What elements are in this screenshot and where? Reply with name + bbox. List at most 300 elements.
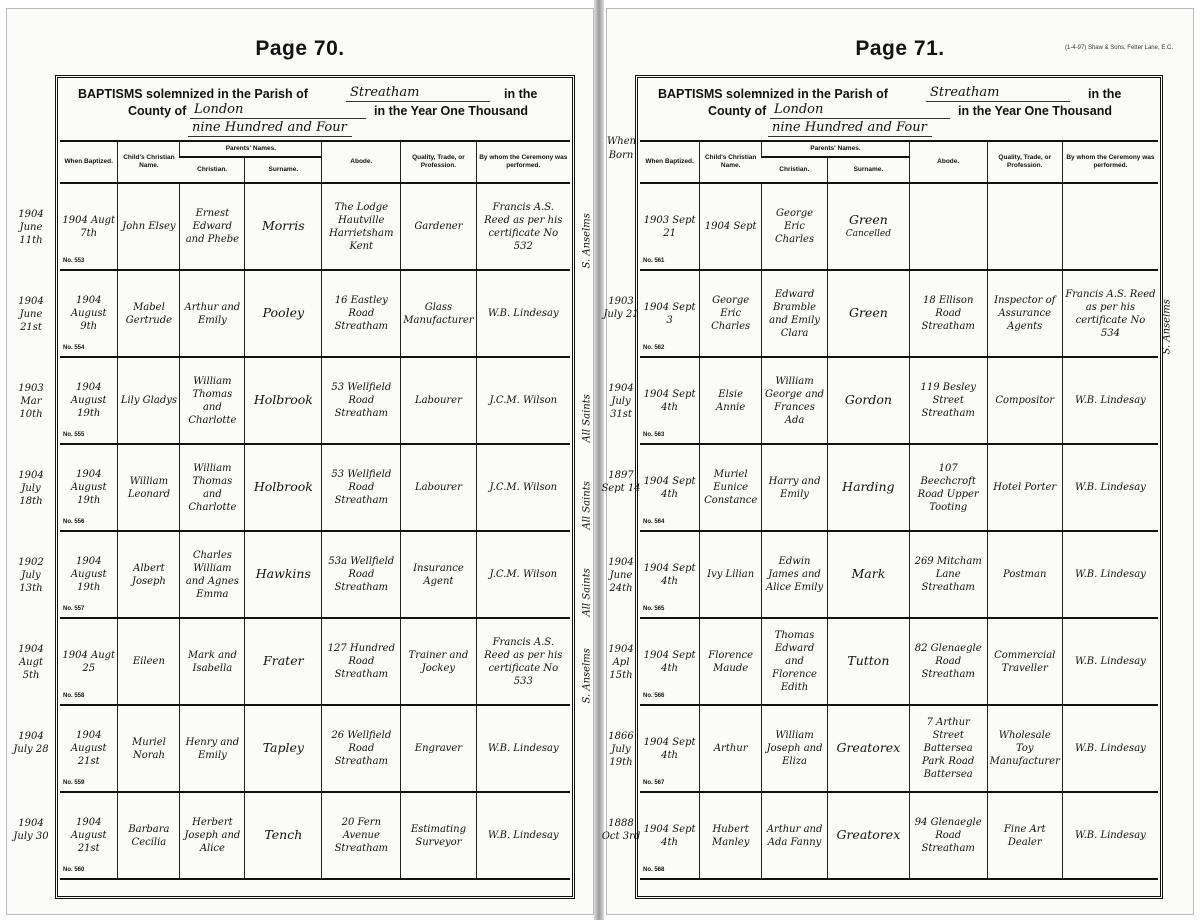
margin-heading-when-born: When Born	[607, 136, 637, 161]
cell-officiant	[476, 531, 570, 618]
cell-when-baptized-text: 1904 August 19th	[70, 382, 107, 419]
cell-surname	[245, 705, 322, 792]
cell-child-name-text: Florence Maude	[708, 649, 754, 674]
col-officiant: By whom the Ceremony was performed.	[1062, 141, 1158, 183]
cell-abode	[909, 270, 987, 357]
cell-child-name	[118, 792, 180, 879]
cell-parent-christian	[180, 444, 245, 531]
cell-when-baptized	[60, 531, 118, 618]
cell-abode	[909, 357, 987, 444]
heading-in-the: in the	[504, 87, 538, 101]
cell-when-baptized	[640, 270, 700, 357]
cell-quality-text: Labourer	[414, 482, 462, 493]
cell-child-name	[118, 357, 180, 444]
cell-officiant-text: W.B. Lindesay	[1075, 569, 1146, 580]
cell-child-name	[700, 531, 762, 618]
cell-child-name	[118, 618, 180, 705]
side-note: S. Anselms	[1161, 299, 1173, 355]
margin-birth-date: 1866 July 19th	[608, 731, 634, 768]
cell-quality-text: Engraver	[414, 743, 463, 754]
cell-parent-christian	[180, 792, 245, 879]
register-entry-row	[60, 183, 570, 270]
cell-parent-christian-text: Edward Bramble and Emily Clara	[769, 288, 820, 339]
cell-when-baptized-text: 1904 Sept 4th	[643, 388, 696, 413]
cell-abode-text: 18 Ellison Road Streatham	[921, 295, 975, 332]
register-entry-row	[640, 618, 1158, 705]
cell-quality-text: Inspector of Assurance Agents	[994, 295, 1056, 332]
cell-abode	[322, 357, 401, 444]
page-title: Page 71.	[855, 37, 945, 60]
cell-surname-text: Holbrook	[253, 392, 313, 407]
cell-officiant-text: W.B. Lindesay	[487, 308, 559, 319]
cell-quality-text: Estimating Surveyor	[410, 823, 466, 848]
cell-abode	[909, 444, 987, 531]
cell-surname-text: Pooley	[262, 305, 305, 320]
cell-officiant	[1062, 618, 1158, 705]
margin-birth-date: 1904 July 31st	[608, 383, 634, 420]
entry-number: No. 567	[643, 780, 665, 786]
col-christian: Christian.	[180, 157, 245, 183]
cell-abode	[322, 183, 401, 270]
margin-birth-date: 1897 Sept 14	[601, 470, 641, 494]
margin-birth-date: 1904 July 18th	[18, 470, 44, 507]
cell-officiant-text: Francis A.S. Reed as per his certificate No 533	[484, 636, 563, 687]
col-abode: Abode.	[322, 141, 401, 183]
cell-quality	[987, 531, 1062, 618]
cell-quality	[401, 705, 476, 792]
cell-officiant	[1062, 183, 1158, 270]
margin-birth-date: 1904 June 21st	[18, 296, 44, 333]
cell-abode-text: 53 Wellfield Road Streatham	[331, 382, 392, 419]
cell-when-baptized	[60, 183, 118, 270]
cell-child-name	[700, 444, 762, 531]
cell-officiant-text: W.B. Lindesay	[487, 743, 559, 754]
cell-surname	[245, 531, 322, 618]
col-christian: Christian.	[762, 157, 828, 183]
cell-parent-christian-text: Ernest Edward and Phebe	[185, 208, 240, 245]
cell-officiant	[1062, 444, 1158, 531]
cell-when-baptized	[60, 270, 118, 357]
cell-quality	[401, 444, 476, 531]
cell-abode-text: 127 Hundred Road Streatham	[327, 643, 395, 680]
cell-surname	[827, 618, 909, 705]
cell-quality-text: Gardener	[414, 221, 463, 232]
cell-when-baptized-text: 1904 August 19th	[70, 556, 107, 593]
cell-when-baptized	[640, 183, 700, 270]
cell-abode	[322, 270, 401, 357]
cell-when-baptized	[640, 618, 700, 705]
cell-officiant-text: Francis A.S. Reed as per his certificate No 532	[484, 201, 563, 252]
book-spine	[594, 0, 604, 920]
cell-surname-text: Mark	[851, 566, 886, 581]
cell-abode	[322, 792, 401, 879]
register-entry-row	[640, 183, 1158, 270]
heading-year-label: in the Year One Thousand	[374, 104, 528, 118]
cell-parent-christian-text: Henry and Emily	[185, 736, 240, 761]
cell-parent-christian	[180, 531, 245, 618]
register-entry-row	[640, 531, 1158, 618]
cell-surname-text: Tench	[264, 827, 303, 842]
register-page-71	[601, 8, 1194, 915]
cell-abode-text: 26 Wellfield Road Streatham	[331, 730, 392, 767]
cell-when-baptized	[640, 792, 700, 879]
cell-child-name-text: Ivy Lilian	[707, 569, 755, 580]
col-officiant: By whom the Ceremony was performed.	[476, 141, 570, 183]
col-surname: Surname.	[245, 157, 322, 183]
cell-child-name-text: Lily Gladys	[120, 395, 178, 406]
cell-abode-text: 107 Beechcroft Road Upper Tooting	[917, 462, 979, 513]
cell-parent-christian-text: Arthur and Ada Fanny	[766, 823, 823, 848]
cell-surname-text: Greatorex	[836, 827, 901, 842]
cell-child-name-text: Hubert Manley	[711, 823, 750, 848]
cell-quality-text: Glass Manufacturer	[403, 301, 474, 326]
cell-surname	[827, 270, 909, 357]
cell-surname-text: Green	[848, 211, 888, 227]
cell-quality-text: Labourer	[414, 395, 462, 406]
cell-parent-christian	[180, 357, 245, 444]
heading-in-the: in the	[1088, 87, 1122, 101]
cell-parent-christian-text: George Eric Charles	[775, 208, 815, 245]
cell-surname	[245, 444, 322, 531]
cell-abode-text: 7 Arthur Street Battersea Park Road Battersea	[922, 717, 975, 780]
entry-number: No. 560	[63, 867, 85, 873]
cell-abode	[909, 705, 987, 792]
cell-officiant-text: J.C.M. Wilson	[489, 395, 558, 406]
cell-abode	[909, 792, 987, 879]
heading-line-1: BAPTISMS solemnized in the Parish of	[78, 87, 308, 101]
cell-parent-christian-text: William Thomas and Charlotte	[188, 375, 237, 426]
cell-abode-text: 16 Eastley Road Streatham	[334, 295, 389, 332]
cell-quality	[987, 357, 1062, 444]
cell-officiant-text: Francis A.S. Reed as per his certificate No 534	[1065, 288, 1156, 339]
cell-quality-text: Postman	[1003, 569, 1047, 580]
entry-number: No. 568	[643, 867, 665, 873]
cell-when-baptized-text: 1904 Augt 7th	[62, 214, 116, 239]
cell-parent-christian	[762, 270, 828, 357]
cell-parent-christian	[762, 531, 828, 618]
cell-surname-text: Gordon	[844, 392, 892, 407]
cell-child-name	[700, 357, 762, 444]
baptism-register-table	[60, 140, 570, 880]
heading-county-label: County of	[128, 104, 187, 118]
cell-child-name	[700, 618, 762, 705]
col-quality: Quality, Trade, or Profession.	[401, 141, 476, 183]
cell-quality	[987, 705, 1062, 792]
cell-officiant	[476, 444, 570, 531]
register-entry-row	[60, 270, 570, 357]
entry-number: No. 558	[63, 693, 85, 699]
margin-birth-date: 1888 Oct 3rd	[601, 818, 641, 842]
margin-birth-date: 1903 Mar 10th	[18, 383, 44, 420]
cell-when-baptized-text: 1904 Sept 4th	[643, 649, 696, 674]
margin-birth-date: 1904 Augt 5th	[18, 644, 44, 681]
cell-parent-christian-text: Harry and Emily	[768, 475, 821, 500]
entry-number: No. 562	[643, 345, 665, 351]
cell-child-name	[118, 444, 180, 531]
col-surname: Surname.	[827, 157, 909, 183]
cell-parent-christian	[762, 618, 828, 705]
cell-child-name	[118, 183, 180, 270]
register-entry-row	[640, 357, 1158, 444]
cell-child-name	[700, 792, 762, 879]
cell-parent-christian	[762, 357, 828, 444]
cell-child-name	[118, 531, 180, 618]
cell-surname	[827, 705, 909, 792]
entry-number: No. 555	[63, 432, 85, 438]
cell-child-name	[700, 183, 762, 270]
parish-name: Streatham	[926, 84, 1070, 102]
cell-quality-text: Compositor	[995, 395, 1055, 406]
cell-quality-text: Hotel Porter	[993, 482, 1057, 493]
cell-abode	[322, 444, 401, 531]
cell-child-name-text: William Leonard	[127, 475, 170, 500]
cell-abode-text: 53a Wellfield Road Streatham	[328, 556, 395, 593]
cell-child-name-text: Arthur	[713, 743, 748, 754]
cell-child-name	[700, 270, 762, 357]
cell-abode-text: 20 Fern Avenue Streatham	[334, 817, 389, 854]
cell-quality	[401, 183, 476, 270]
cell-when-baptized	[60, 357, 118, 444]
cell-surname	[827, 531, 909, 618]
cell-when-baptized	[60, 618, 118, 705]
cell-officiant-text: W.B. Lindesay	[1075, 656, 1146, 667]
cell-quality	[401, 618, 476, 705]
cell-quality	[401, 357, 476, 444]
cell-abode-text: The Lodge Hautville Harrietsham Kent	[329, 201, 394, 252]
cell-quality	[987, 183, 1062, 270]
cell-when-baptized-text: 1904 August 9th	[70, 295, 107, 332]
cell-officiant	[1062, 531, 1158, 618]
margin-birth-date: 1904 July 30	[13, 818, 49, 842]
register-entry-row	[60, 357, 570, 444]
cell-quality	[401, 531, 476, 618]
cell-when-baptized-text: 1904 Augt 25	[62, 649, 116, 674]
cell-officiant	[1062, 270, 1158, 357]
cell-quality	[401, 270, 476, 357]
cell-parent-christian	[762, 705, 828, 792]
margin-church-note: S. Anselms	[581, 648, 593, 704]
cell-parent-christian-text: Edwin James and Alice Emily	[765, 556, 824, 593]
col-child-name: Child's Christian Name.	[118, 141, 180, 183]
cell-child-name-text: Elsie Annie	[716, 388, 746, 413]
cell-officiant	[476, 183, 570, 270]
margin-church-note: S. Anselms	[581, 213, 593, 269]
cell-officiant	[476, 705, 570, 792]
entry-number: No. 561	[643, 258, 665, 264]
cell-officiant-text: W.B. Lindesay	[487, 830, 559, 841]
cell-quality	[987, 444, 1062, 531]
cell-surname-text: Hawkins	[255, 566, 311, 581]
entry-number: No. 566	[643, 693, 665, 699]
cell-parent-christian-text: Herbert Joseph and Alice	[184, 817, 241, 854]
col-abode: Abode.	[909, 141, 987, 183]
cell-abode-text: 82 Glenaegle Road Streatham	[914, 643, 982, 680]
col-when-baptized: When Baptized.	[640, 141, 700, 183]
cell-parent-christian-text: Arthur and Emily	[184, 301, 241, 326]
cell-abode-text: 53 Wellfield Road Streatham	[331, 469, 392, 506]
cell-when-baptized-text: 1904 August 21st	[70, 817, 107, 854]
baptism-register-table	[640, 140, 1158, 880]
cell-surname-text: Tapley	[262, 740, 304, 755]
register-entry-row	[60, 618, 570, 705]
entry-number: No. 563	[643, 432, 665, 438]
cell-when-baptized	[640, 705, 700, 792]
cell-quality	[401, 792, 476, 879]
year-written: nine Hundred and Four	[188, 119, 352, 137]
register-table-frame	[635, 75, 1163, 899]
cell-when-baptized-text: 1904 Sept 4th	[643, 475, 696, 500]
cell-when-baptized	[640, 444, 700, 531]
register-entry-row	[640, 705, 1158, 792]
cell-quality	[987, 792, 1062, 879]
entry-number: No. 553	[63, 258, 85, 264]
col-child-name: Child's Christian Name.	[700, 141, 762, 183]
cell-abode-text: 94 Glenaegle Road Streatham	[914, 817, 982, 854]
cell-when-baptized-text: 1904 Sept 4th	[643, 823, 696, 848]
cell-officiant-text: W.B. Lindesay	[1075, 482, 1146, 493]
cell-child-name-text: Muriel Norah	[132, 736, 166, 761]
page-title: Page 70.	[255, 37, 345, 60]
cell-abode	[322, 705, 401, 792]
cell-abode	[909, 531, 987, 618]
cell-when-baptized-text: 1904 August 21st	[70, 730, 107, 767]
entry-number: No. 554	[63, 345, 85, 351]
cell-surname-text: Greatorex	[836, 740, 901, 755]
cell-parent-christian-text: William Thomas and Charlotte	[188, 462, 237, 513]
cell-when-baptized	[640, 531, 700, 618]
cell-surname-text: Morris	[261, 218, 305, 233]
cell-quality-text: Trainer and Jockey	[408, 649, 469, 674]
cancelled-mark: Cancelled	[845, 228, 891, 239]
cell-officiant-text: J.C.M. Wilson	[489, 482, 558, 493]
register-entry-row	[60, 705, 570, 792]
cell-when-baptized-text: 1904 August 19th	[70, 469, 107, 506]
cell-child-name-text: John Elsey	[122, 221, 176, 232]
cell-when-baptized-text: 1903 Sept 21	[643, 214, 696, 239]
entry-number: No. 559	[63, 780, 85, 786]
cell-officiant-text: W.B. Lindesay	[1075, 830, 1146, 841]
cell-parent-christian-text: Thomas Edward and Florence Edith	[772, 630, 817, 693]
col-parents-names: Parents' Names.	[762, 141, 910, 157]
cell-officiant	[476, 618, 570, 705]
register-entry-row	[60, 531, 570, 618]
county-name: London	[770, 101, 950, 119]
cell-parent-christian-text: Mark and Isabella	[187, 649, 237, 674]
cell-surname-text: Frater	[263, 653, 304, 668]
cell-child-name	[700, 705, 762, 792]
margin-church-note: All Saints	[581, 481, 593, 530]
cell-parent-christian	[180, 183, 245, 270]
cell-quality-text: Commercial Traveller	[994, 649, 1056, 674]
cell-quality	[987, 270, 1062, 357]
col-quality: Quality, Trade, or Profession.	[987, 141, 1062, 183]
cell-parent-christian	[180, 270, 245, 357]
cell-abode	[909, 618, 987, 705]
cell-abode-text: 269 Mitcham Lane Streatham	[914, 556, 982, 593]
cell-officiant	[1062, 792, 1158, 879]
cell-child-name-text: Mabel Gertrude	[125, 301, 173, 326]
cell-when-baptized	[60, 705, 118, 792]
heading-line-1: BAPTISMS solemnized in the Parish of	[658, 87, 888, 101]
cell-abode-text: 119 Besley Street Streatham	[920, 382, 976, 419]
register-heading	[644, 84, 1154, 144]
register-entry-row	[60, 444, 570, 531]
cell-child-name-text: Muriel Eunice Constance	[704, 469, 758, 506]
cell-parent-christian	[180, 705, 245, 792]
cell-officiant-text: W.B. Lindesay	[1075, 395, 1146, 406]
cell-abode	[322, 531, 401, 618]
col-when-baptized: When Baptized.	[60, 141, 118, 183]
cell-parent-christian-text: William George and Frances Ada	[765, 375, 825, 426]
cell-abode	[909, 183, 987, 270]
cell-when-baptized	[60, 792, 118, 879]
cell-child-name	[118, 705, 180, 792]
cell-quality-text: Wholesale Toy Manufacturer	[989, 730, 1060, 767]
entry-number: No. 565	[643, 606, 665, 612]
cell-surname	[245, 183, 322, 270]
cell-surname-text: Green	[848, 305, 888, 320]
col-parents-names: Parents' Names.	[180, 141, 322, 157]
cell-child-name-text: Barbara Cecilia	[128, 823, 170, 848]
register-entry-row	[640, 444, 1158, 531]
register-page-70	[6, 8, 594, 915]
cell-surname	[245, 618, 322, 705]
heading-county-label: County of	[708, 104, 767, 118]
cell-quality-text: Insurance Agent	[413, 562, 464, 587]
margin-church-note: All Saints	[581, 394, 593, 443]
cell-when-baptized	[640, 357, 700, 444]
cell-parent-christian-text: William Joseph and Eliza	[766, 730, 823, 767]
cell-surname	[245, 357, 322, 444]
cell-child-name-text: 1904 Sept	[704, 221, 757, 232]
cell-officiant-text: J.C.M. Wilson	[489, 569, 558, 580]
cell-abode	[322, 618, 401, 705]
margin-birth-date: 1902 July 13th	[18, 557, 44, 594]
cell-officiant	[1062, 705, 1158, 792]
cell-child-name-text: George Eric Charles	[711, 295, 751, 332]
cell-surname	[827, 792, 909, 879]
register-entry-row	[60, 792, 570, 879]
cell-officiant-text: W.B. Lindesay	[1075, 743, 1146, 754]
cell-parent-christian	[180, 618, 245, 705]
cell-officiant	[476, 357, 570, 444]
register-entry-row	[640, 792, 1158, 879]
cell-officiant	[476, 270, 570, 357]
cell-surname	[245, 792, 322, 879]
cell-surname	[827, 183, 909, 270]
cell-officiant	[476, 792, 570, 879]
register-table-frame	[55, 75, 575, 899]
cell-surname-text: Tutton	[847, 653, 890, 668]
entry-number: No. 557	[63, 606, 85, 612]
margin-birth-date: 1904 July 28	[13, 731, 49, 755]
heading-year-label: in the Year One Thousand	[958, 104, 1112, 118]
margin-birth-date: 1904 June 24th	[608, 557, 634, 594]
cell-when-baptized	[60, 444, 118, 531]
cell-when-baptized-text: 1904 Sept 4th	[643, 562, 696, 587]
cell-when-baptized-text: 1904 Sept 3	[643, 301, 696, 326]
cell-quality-text: Fine Art Dealer	[1003, 823, 1046, 848]
cell-quality	[987, 618, 1062, 705]
margin-birth-date: 1904 June 11th	[18, 209, 44, 246]
county-name: London	[190, 101, 366, 119]
cell-child-name-text: Albert Joseph	[131, 562, 166, 587]
cell-parent-christian	[762, 183, 828, 270]
cell-surname	[245, 270, 322, 357]
margin-birth-date: 1904 Apl 15th	[608, 644, 634, 681]
entry-number: No. 564	[643, 519, 665, 525]
cell-child-name-text: Eileen	[132, 656, 165, 667]
